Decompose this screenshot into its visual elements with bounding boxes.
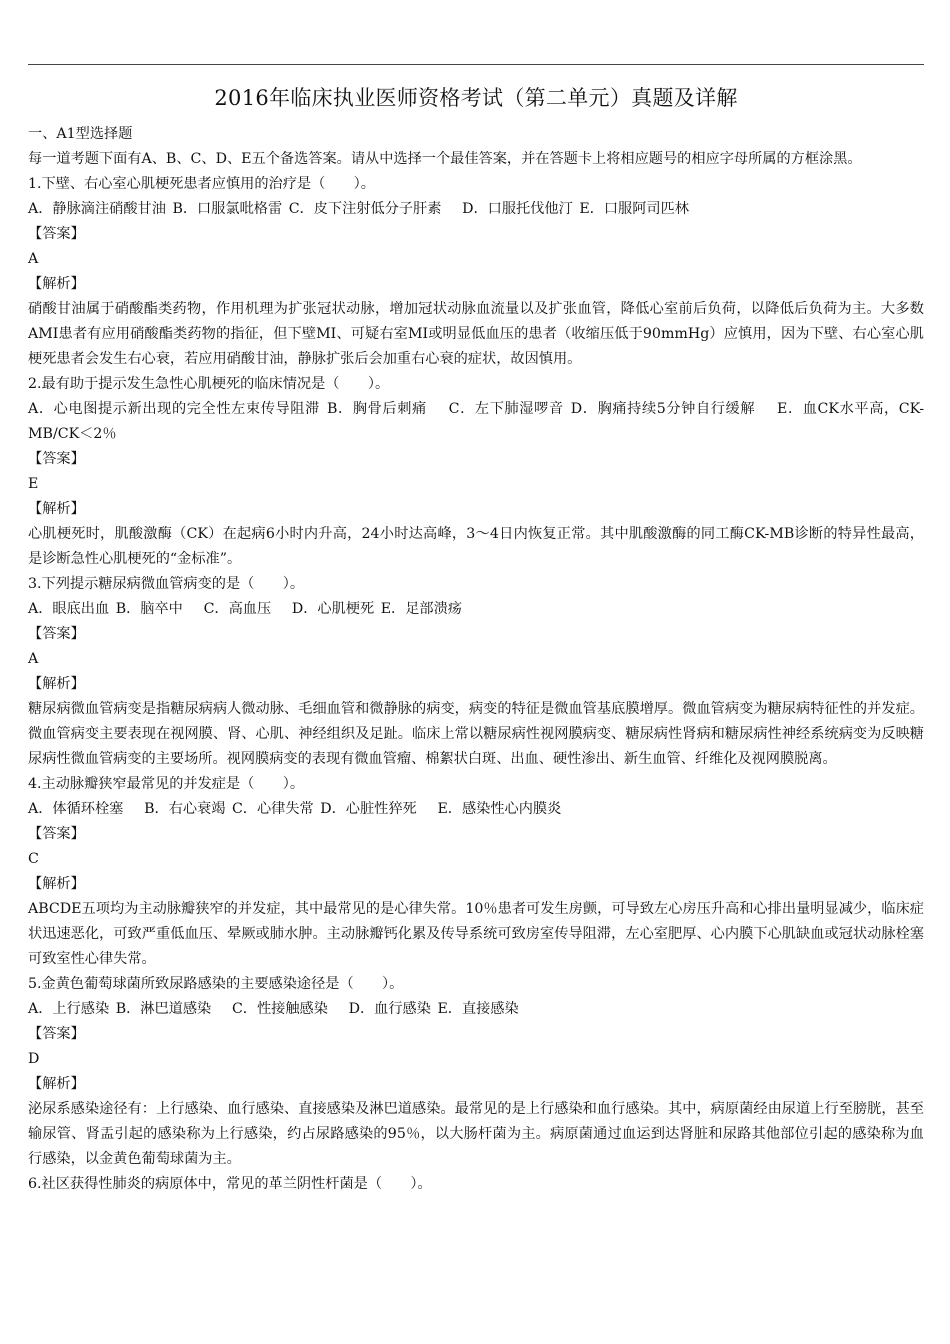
header-rule	[28, 64, 924, 65]
question-stem: 4.主动脉瓣狭窄最常见的并发症是（ ）。	[28, 776, 305, 792]
analysis-text: 糖尿病微血管病变是指糖尿病病人微动脉、毛细血管和微静脉的病变，病变的特征是微血管基底膜增厚。微血管病变为糖尿病特征性的并发症。微血管病变主要表现在视网膜、肾、心肌、神经组织及足趾。临床上常以糖尿病性视网膜病变、糖尿病性肾病和糖尿病性神经系统病变为反映糖尿病性微血管病变的主要场所。视网膜病变的表现有微血管瘤、棉絮状白斑、出血、硬性渗出、新生血管、纤维化及视网膜脱离。	[28, 701, 924, 767]
answer-value: C	[28, 851, 39, 867]
answer-value: D	[28, 1051, 40, 1067]
question-3	[28, 572, 924, 772]
question-6	[28, 1172, 924, 1197]
analysis-text: 心肌梗死时，肌酸激酶（CK）在起病6小时内升高，24小时达高峰，3～4日内恢复正常。其中肌酸激酶的同工酶CK-MB诊断的特异性最高，是诊断急性心肌梗死的“金标准”。	[28, 526, 924, 567]
question-stem: 1.下壁、右心室心肌梗死患者应慎用的治疗是（ ）。	[28, 176, 375, 192]
section-heading: 一、A1型选择题	[28, 126, 133, 142]
answer-label: 【答案】	[28, 626, 85, 642]
analysis-label: 【解析】	[28, 676, 85, 692]
analysis-label: 【解析】	[28, 501, 85, 517]
question-stem: 2.最有助于提示发生急性心肌梗死的临床情况是（ ）。	[28, 376, 390, 392]
answer-label: 【答案】	[28, 226, 85, 242]
analysis-label: 【解析】	[28, 1076, 85, 1092]
answer-value: E	[28, 476, 39, 492]
question-options: A．上行感染 B．淋巴道感染 C．性接触感染 D．血行感染 E．直接感染	[28, 1001, 519, 1017]
question-1	[28, 172, 924, 372]
question-stem: 6.社区获得性肺炎的病原体中，常见的革兰阴性杆菌是（ ）。	[28, 1176, 432, 1192]
question-2	[28, 372, 924, 572]
question-options: A．心电图提示新出现的完全性左束传导阻滞 B．胸骨后刺痛 C．左下肺湿啰音 D．胸痛持续5分钟自行缓解 E．血CK水平高，CK-MB/CK＜2％	[28, 401, 924, 442]
analysis-label: 【解析】	[28, 276, 85, 292]
question-options: A．静脉滴注硝酸甘油 B．口服氯吡格雷 C．皮下注射低分子肝素 D．口服托伐他汀 E．口服阿司匹林	[28, 201, 689, 217]
analysis-text: 泌尿系感染途径有：上行感染、血行感染、直接感染及淋巴道感染。最常见的是上行感染和血行感染。其中，病原菌经由尿道上行至膀胱，甚至输尿管、肾盂引起的感染称为上行感染，约占尿路感染的95％，以大肠杆菌为主。病原菌通过血运到达肾脏和尿路其他部位引起的感染称为血行感染，以金黄色葡萄球菌为主。	[28, 1101, 924, 1167]
answer-value: A	[28, 251, 39, 267]
analysis-label: 【解析】	[28, 876, 85, 892]
document-title: 2016年临床执业医师资格考试（第二单元）真题及详解	[214, 86, 738, 110]
answer-value: A	[28, 651, 39, 667]
question-4	[28, 772, 924, 972]
answer-label: 【答案】	[28, 826, 85, 842]
document-body	[28, 122, 924, 1197]
question-options: A．体循环栓塞 B．右心衰竭 C．心律失常 D．心脏性猝死 E．感染性心内膜炎	[28, 801, 562, 817]
answer-label: 【答案】	[28, 451, 85, 467]
question-stem: 3.下列提示糖尿病微血管病变的是（ ）。	[28, 576, 305, 592]
question-options: A．眼底出血 B．脑卒中 C．高血压 D．心肌梗死 E．足部溃疡	[28, 601, 462, 617]
answer-label: 【答案】	[28, 1026, 85, 1042]
instructions: 每一道考题下面有A、B、C、D、E五个备选答案。请从中选择一个最佳答案，并在答题卡上将相应题号的相应字母所属的方框涂黑。	[28, 151, 862, 167]
question-stem: 5.金黄色葡萄球菌所致尿路感染的主要感染途径是（ ）。	[28, 976, 404, 992]
analysis-text: 硝酸甘油属于硝酸酯类药物，作用机理为扩张冠状动脉，增加冠状动脉血流量以及扩张血管，降低心室前后负荷，以降低后负荷为主。大多数AMI患者有应用硝酸酯类药物的指征，但下壁MI、可疑右室MI或明显低血压的患者（收缩压低于90mmHg）应慎用，因为下壁、右心室心肌梗死患者会发生右心衰，若应用硝酸甘油，静脉扩张后会加重右心衰的症状，故因慎用。	[28, 301, 924, 367]
question-5	[28, 972, 924, 1172]
analysis-text: ABCDE五项均为主动脉瓣狭窄的并发症，其中最常见的是心律失常。10％患者可发生房颤，可导致左心房压升高和心排出量明显减少，临床症状迅速恶化，可致严重低血压、晕厥或肺水肿。主动脉瓣钙化累及传导系统可致房室传导阻滞，左心室肥厚、心内膜下心肌缺血或冠状动脉栓塞可致室性心律失常。	[28, 901, 924, 967]
